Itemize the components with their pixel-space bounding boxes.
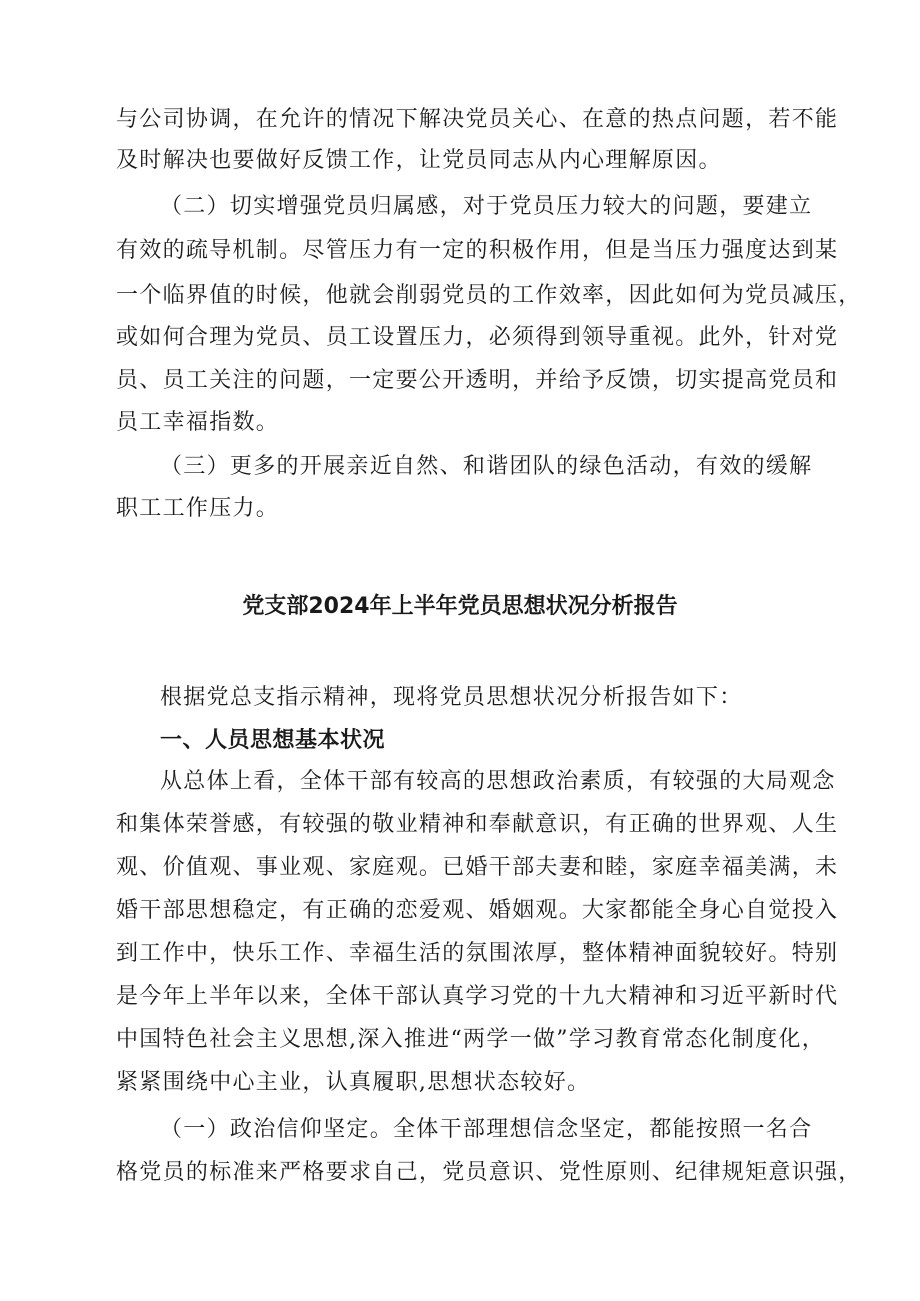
section-heading: 一、人员思想基本状况 (160, 728, 386, 753)
paragraph-line: 到工作中，快乐工作、幸福生活的氛围浓厚，整体精神面貌较好。特别 (116, 941, 839, 966)
paragraph-line: （二）切实增强党员归属感，对于党员压力较大的问题，要建立 (160, 194, 813, 219)
paragraph-line: 从总体上看，全体干部有较高的思想政治素质，有较强的大局观念 (160, 769, 836, 794)
paragraph-line: （三）更多的开展亲近自然、和谐团队的绿色活动，有效的缓解 (160, 454, 813, 479)
report-title: 党支部2024年上半年党员思想状况分析报告 (242, 594, 678, 619)
paragraph-line: 观、价值观、事业观、家庭观。已婚干部夫妻和睦，家庭幸福美满，未 (116, 855, 839, 880)
intro-line: 根据党总支指示精神，现将党员思想状况分析报告如下： (160, 685, 743, 710)
paragraph-line: 职工工作压力。 (116, 496, 280, 521)
paragraph-line: 是今年上半年以来，全体干部认真学习党的十九大精神和习近平新时代 (116, 984, 839, 1009)
paragraph-line: 婚干部思想稳定，有正确的恋爱观、婚姻观。大家都能全身心自觉投入 (116, 898, 839, 923)
paragraph-line: 有效的疏导机制。尽管压力有一定的积极作用，但是当压力强度达到某 (116, 238, 839, 263)
paragraph-line: 紧紧围绕中心主业，认真履职,思想状态较好。 (116, 1070, 591, 1095)
paragraph-line: 中国特色社会主义思想,深入推进“两学一做”学习教育常态化制度化， (116, 1027, 826, 1052)
paragraph-line: 格党员的标准来严格要求自己，党员意识、党性原则、纪律规矩意识强， (116, 1160, 862, 1185)
paragraph-line: 及时解决也要做好反馈工作，让党员同志从内心理解原因。 (116, 148, 722, 173)
paragraph-line: 与公司协调，在允许的情况下解决党员关心、在意的热点问题，若不能 (116, 107, 839, 132)
paragraph-line: 员、员工关注的问题，一定要公开透明，并给予反馈，切实提高党员和 (116, 368, 839, 393)
paragraph-line: 和集体荣誉感，有较强的敬业精神和奉献意识，有正确的世界观、人生 (116, 812, 839, 837)
paragraph-line: 员工幸福指数。 (116, 410, 280, 435)
paragraph-line: 或如何合理为党员、员工设置压力，必须得到领导重视。此外，针对党 (116, 325, 839, 350)
paragraph-line: （一）政治信仰坚定。全体干部理想信念坚定，都能按照一名合 (160, 1117, 813, 1142)
paragraph-line: 一个临界值的时候，他就会削弱党员的工作效率，因此如何为党员减压， (116, 283, 862, 308)
